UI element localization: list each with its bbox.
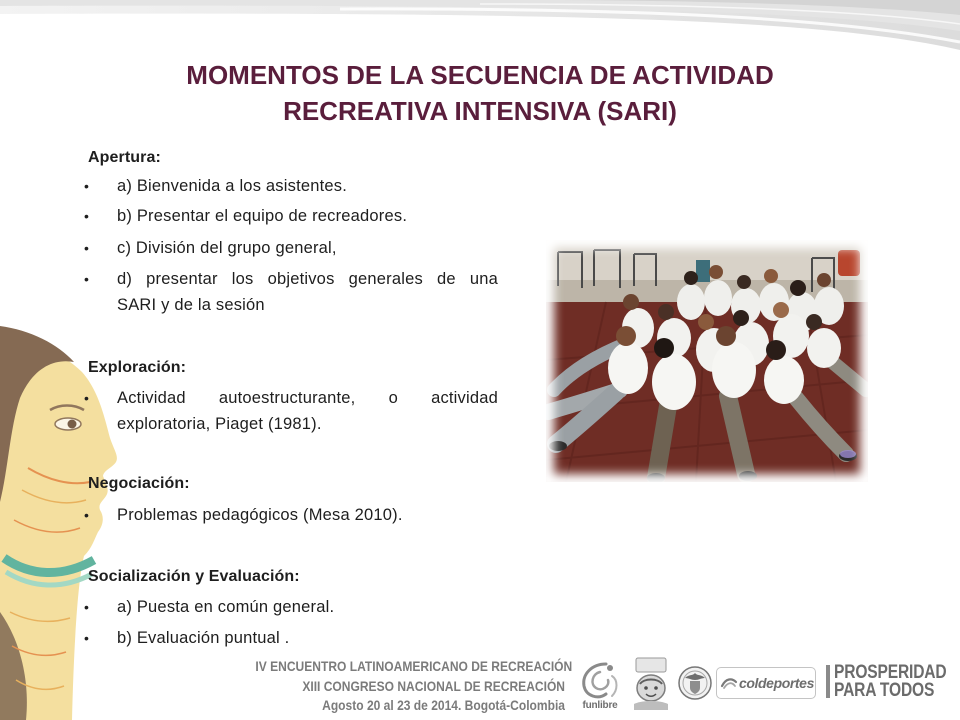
- bullet-marker: •: [84, 208, 89, 224]
- section-heading-socializacion: Socialización y Evaluación:: [88, 568, 300, 585]
- bullet-marker: •: [84, 271, 89, 287]
- list-item: b) Evaluación puntual .: [117, 629, 290, 647]
- plan-nacional-recreacion-logo-icon: [628, 654, 674, 716]
- activity-photo-image: [546, 240, 868, 482]
- slide-title: [0, 57, 960, 129]
- prosperidad-logo-line-1: PROSPERIDAD: [834, 662, 947, 683]
- coldeportes-logo-icon: [720, 676, 738, 690]
- list-item: a) Puesta en común general.: [117, 598, 335, 616]
- bullet-marker: •: [84, 240, 89, 256]
- coldeportes-logo: [716, 667, 816, 699]
- title-line-1: MOMENTOS DE LA SECUENCIA DE ACTIVIDAD: [186, 60, 774, 90]
- list-item: c) División del grupo general,: [117, 239, 337, 257]
- list-item-line-2: exploratoria, Piaget (1981).: [117, 415, 322, 433]
- footer-line-2: XIII CONGRESO NACIONAL DE RECREACIÓN: [302, 677, 565, 694]
- activity-photo: [546, 240, 868, 482]
- coldeportes-logo-text: coldeportes: [739, 675, 814, 691]
- colombia-coat-of-arms-icon: [677, 664, 713, 702]
- footer-line-1: IV ENCUENTRO LATINOAMERICANO DE RECREACIÓN: [255, 658, 573, 674]
- list-item: b) Presentar el equipo de recreadores.: [117, 207, 408, 225]
- funlibre-logo-icon: [576, 658, 624, 702]
- list-item-line-1: Actividad autoestructurante, o actividad: [117, 389, 498, 407]
- bullet-marker: •: [84, 507, 89, 523]
- face-illustration: [0, 326, 117, 720]
- list-item: Problemas pedagógicos (Mesa 2010).: [117, 506, 403, 524]
- section-heading-apertura: Apertura:: [88, 149, 161, 166]
- section-heading-exploracion: Exploración:: [88, 359, 187, 376]
- bullet-marker: •: [84, 390, 89, 406]
- funlibre-logo-text: funlibre: [582, 700, 618, 711]
- footer-event-text: [205, 657, 573, 716]
- bullet-marker: •: [84, 599, 89, 615]
- title-line-2: RECREATIVA INTENSIVA (SARI): [283, 96, 677, 126]
- prosperidad-para-todos-logo-icon: [826, 665, 830, 698]
- top-swoosh-decoration: [0, 0, 960, 50]
- list-item-line-2: SARI y de la sesión: [117, 296, 265, 314]
- list-item-line-1: d) presentar los objetivos generales de una: [117, 270, 498, 288]
- bullet-marker: •: [84, 630, 89, 646]
- bullet-marker: •: [84, 178, 89, 194]
- section-heading-negociacion: Negociación:: [88, 475, 190, 492]
- prosperidad-logo-line-2: PARA TODOS: [834, 680, 935, 701]
- list-item: a) Bienvenida a los asistentes.: [117, 177, 347, 195]
- footer-line-3: Agosto 20 al 23 de 2014. Bogotá-Colombia: [322, 697, 565, 713]
